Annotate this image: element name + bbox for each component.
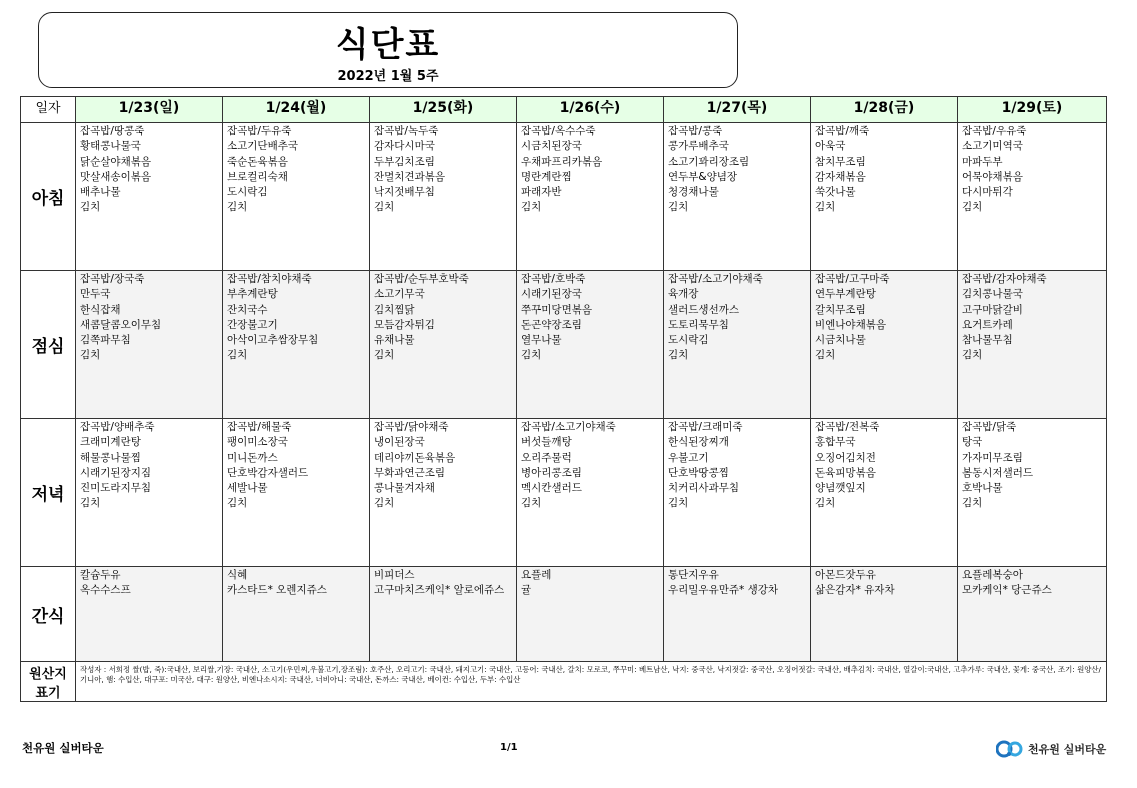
menu-cell — [370, 419, 517, 567]
menu-item: 황태콩나물국 — [80, 140, 141, 153]
snack-cell — [958, 567, 1107, 662]
logo-icon — [996, 738, 1026, 760]
menu-item: 콩나물겨자채 — [374, 482, 435, 495]
menu-item: 팽이미소장국 — [227, 436, 288, 449]
menu-item: 단호박감자샐러드 — [227, 466, 309, 479]
menu-item: 브로컬리숙채 — [227, 170, 288, 183]
menu-item: 소고기무국 — [374, 288, 425, 301]
menu-item: 우채파프리카볶음 — [521, 155, 603, 168]
menu-item: 김치 — [80, 349, 101, 362]
menu-item: 양념깻잎지 — [815, 482, 866, 495]
day-header: 1/29(토) — [958, 97, 1107, 123]
menu-item: 잡곡밥/양배추죽 — [80, 421, 155, 433]
snack-item: 우리밀우유만쥬* 생강차 — [668, 584, 779, 597]
menu-item: 시금치된장국 — [521, 140, 582, 153]
footer-org-name: 천유원 실버타운 — [22, 741, 104, 755]
day-header: 1/24(월) — [223, 97, 370, 123]
menu-item: 김치 — [374, 497, 395, 510]
menu-item: 참치무조림 — [815, 155, 866, 168]
menu-item: 잡곡밥/호박죽 — [521, 273, 586, 285]
menu-item: 김치 — [668, 201, 689, 214]
snack-item: 카스타드* 오렌지쥬스 — [227, 584, 327, 597]
menu-item: 쑥갓나물 — [815, 186, 856, 199]
menu-item: 잡곡밥/장국죽 — [80, 273, 145, 285]
meal-label-lunch: 점심 — [21, 271, 76, 419]
menu-item: 김치 — [521, 201, 542, 214]
menu-item: 김치 — [521, 497, 542, 510]
menu-item: 청경채나물 — [668, 186, 719, 199]
day-header: 1/23(일) — [76, 97, 223, 123]
menu-item: 파래자반 — [521, 186, 562, 199]
menu-cell — [370, 123, 517, 271]
menu-item: 낙지젓배무침 — [374, 186, 435, 199]
page-subtitle: 2022년 1월 5주 — [337, 69, 439, 84]
menu-item: 어묵야채볶음 — [962, 170, 1023, 183]
menu-item: 김치 — [815, 349, 836, 362]
origin-text: 작성자 : 서희정 쌀(밥, 죽):국내산, 보리쌀,기장: 국내산, 소고기(우민찌,우불고기,장조림): 호주산, 오리고기: 국내산, 돼지고기: 국내산, 고등어: 국내산, 갈치: 모로코, 쭈꾸미: 베트남산, 낙지: 중국산, 낙지젓갈: 중국산, 오징어젓갈: 국내산, 배추김치: 국내산, 열갈이:국내산, 고추가루: 국내산, 꽃게: 중국산, 조기: 원양산/기니아, 햄: 수입산, 대구포: 미국산, 대구: 원양산, 비엔나소시지: 국내산, 너비아니: 국내산, 돈까스: 국내산, 베이컨: 수입산, 두부: 수입산 — [76, 662, 1107, 702]
menu-item: 김치 — [374, 201, 395, 214]
menu-item: 잡곡밥/크래미죽 — [668, 421, 743, 433]
menu-item: 육개장 — [668, 288, 699, 301]
menu-item: 샐러드생선까스 — [668, 303, 740, 316]
meal-label-snack: 간식 — [21, 567, 76, 662]
menu-item: 잡곡밥/고구마죽 — [815, 273, 890, 285]
page-title: 식단표 — [335, 25, 441, 65]
menu-cell — [811, 123, 958, 271]
menu-item: 시래기된장국 — [521, 288, 582, 301]
menu-item: 소고기단배추국 — [227, 140, 299, 153]
snack-cell — [517, 567, 664, 662]
header-row — [21, 97, 1107, 123]
menu-item: 시금치나물 — [815, 334, 866, 347]
menu-item: 감자다시마국 — [374, 140, 435, 153]
menu-item: 김치 — [521, 349, 542, 362]
menu-item: 김치콩나물국 — [962, 288, 1023, 301]
menu-cell — [664, 419, 811, 567]
menu-item: 마파두부 — [962, 155, 1003, 168]
menu-item: 잡곡밥/콩죽 — [668, 125, 723, 137]
menu-item: 해물콩나물찜 — [80, 451, 141, 464]
menu-item: 크래미계란탕 — [80, 436, 141, 449]
menu-item: 봄동시저샐러드 — [962, 466, 1034, 479]
menu-item: 잡곡밥/닭야채죽 — [374, 421, 449, 433]
menu-item: 김치 — [227, 497, 248, 510]
menu-cell — [223, 419, 370, 567]
menu-cell — [76, 123, 223, 271]
menu-item: 병아리콩조림 — [521, 466, 582, 479]
meal-label-breakfast: 아침 — [21, 123, 76, 271]
menu-item: 연두부계란탕 — [815, 288, 876, 301]
menu-item: 모듬감자튀김 — [374, 318, 435, 331]
menu-item: 죽순돈육볶음 — [227, 155, 288, 168]
menu-cell — [664, 271, 811, 419]
menu-item: 세발나물 — [227, 482, 268, 495]
menu-item: 호박나물 — [962, 482, 1003, 495]
snack-item: 고구마치즈케익* 알로에쥬스 — [374, 584, 505, 597]
menu-item: 연두부&양념장 — [668, 170, 738, 183]
menu-item: 아욱국 — [815, 140, 846, 153]
snack-item: 삶은감자* 유자차 — [815, 584, 895, 597]
menu-item: 김치 — [962, 497, 983, 510]
logo-text: 천유원 실버타운 — [1028, 743, 1107, 756]
menu-item: 잔멸치견과볶음 — [374, 170, 446, 183]
menu-item: 김치 — [962, 349, 983, 362]
menu-item: 아삭이고추쌈장무침 — [227, 334, 319, 347]
menu-item: 우불고기 — [668, 451, 709, 464]
menu-item: 잡곡밥/닭죽 — [962, 421, 1017, 433]
menu-item: 배추나물 — [80, 186, 121, 199]
title-box — [38, 12, 738, 88]
menu-item: 잡곡밥/소고기야채죽 — [668, 273, 763, 285]
menu-item: 도시락김 — [668, 334, 709, 347]
menu-item: 열무나물 — [521, 334, 562, 347]
menu-item: 오리주물럭 — [521, 451, 572, 464]
menu-item: 잡곡밥/우유죽 — [962, 125, 1027, 137]
breakfast-row — [21, 123, 1107, 271]
menu-cell — [664, 123, 811, 271]
menu-item: 멕시칸샐러드 — [521, 482, 582, 495]
origin-row — [21, 662, 1107, 702]
menu-item: 잡곡밥/깨죽 — [815, 125, 870, 137]
menu-cell — [76, 271, 223, 419]
menu-item: 데리야끼돈육볶음 — [374, 451, 456, 464]
menu-item: 만두국 — [80, 288, 111, 301]
menu-item: 김치 — [374, 349, 395, 362]
snack-item: 비피더스 — [374, 569, 415, 581]
menu-item: 진미도라지무침 — [80, 482, 152, 495]
menu-item: 두부김치조림 — [374, 155, 435, 168]
menu-item: 김치 — [668, 497, 689, 510]
menu-item: 김치 — [962, 201, 983, 214]
menu-item: 맛살새송이볶음 — [80, 170, 152, 183]
menu-item: 잡곡밥/녹두죽 — [374, 125, 439, 137]
menu-item: 한식된장찌개 — [668, 436, 729, 449]
menu-item: 김쪽파무침 — [80, 334, 131, 347]
menu-item: 잡곡밥/옥수수죽 — [521, 125, 596, 137]
origin-label: 원산지 표기 — [21, 662, 76, 702]
menu-item: 비엔나야채볶음 — [815, 318, 887, 331]
menu-item: 김치찜닭 — [374, 303, 415, 316]
menu-item: 치커리사과무침 — [668, 482, 740, 495]
menu-item: 잡곡밥/땅콩죽 — [80, 125, 145, 137]
menu-item: 탕국 — [962, 436, 983, 449]
day-header: 1/25(화) — [370, 97, 517, 123]
menu-item: 잡곡밥/전복죽 — [815, 421, 880, 433]
snack-item: 귤 — [521, 584, 532, 597]
footer-logo — [996, 738, 1106, 760]
menu-item: 요거트카레 — [962, 318, 1013, 331]
menu-item: 잡곡밥/참치야채죽 — [227, 273, 312, 285]
meal-label-dinner: 저녁 — [21, 419, 76, 567]
menu-item: 다시마튀각 — [962, 186, 1013, 199]
menu-cell — [517, 419, 664, 567]
snack-cell — [223, 567, 370, 662]
menu-table — [20, 96, 1107, 702]
menu-cell — [223, 271, 370, 419]
snack-item: 요플레복숭아 — [962, 569, 1023, 581]
menu-item: 고구마닭갈비 — [962, 303, 1023, 316]
page-number: 1/1 — [500, 742, 518, 753]
menu-item: 홍합무국 — [815, 436, 856, 449]
menu-item: 간장불고기 — [227, 318, 278, 331]
menu-item: 부추계란탕 — [227, 288, 278, 301]
menu-item: 미니돈까스 — [227, 451, 278, 464]
dinner-row — [21, 419, 1107, 567]
day-header: 1/28(금) — [811, 97, 958, 123]
menu-cell — [958, 271, 1107, 419]
date-label: 일자 — [21, 97, 76, 123]
menu-item: 돈곤약장조림 — [521, 318, 582, 331]
snack-item: 통단지우유 — [668, 569, 719, 581]
menu-item: 가자미무조림 — [962, 451, 1023, 464]
menu-item: 명란계란찜 — [521, 170, 572, 183]
menu-cell — [370, 271, 517, 419]
menu-item: 잔치국수 — [227, 303, 268, 316]
snack-cell — [370, 567, 517, 662]
menu-item: 쭈꾸미당면볶음 — [521, 303, 593, 316]
menu-item: 무화과연근조림 — [374, 466, 446, 479]
menu-item: 잡곡밥/소고기야채죽 — [521, 421, 616, 433]
menu-item: 시래기된장지짐 — [80, 466, 152, 479]
menu-cell — [958, 123, 1107, 271]
menu-item: 새콤달콤오이무침 — [80, 318, 162, 331]
snack-cell — [76, 567, 223, 662]
menu-item: 김치 — [227, 201, 248, 214]
menu-item: 유채나물 — [374, 334, 415, 347]
menu-item: 소고기꽈리장조림 — [668, 155, 750, 168]
menu-cell — [811, 419, 958, 567]
menu-cell — [517, 123, 664, 271]
menu-item: 김치 — [227, 349, 248, 362]
snack-item: 칼슘두유 — [80, 569, 121, 581]
menu-item: 김치 — [815, 201, 836, 214]
menu-cell — [223, 123, 370, 271]
menu-item: 김치 — [80, 497, 101, 510]
menu-item: 갈치무조림 — [815, 303, 866, 316]
menu-item: 콩가루배추국 — [668, 140, 729, 153]
snack-cell — [811, 567, 958, 662]
menu-item: 도토리묵무침 — [668, 318, 729, 331]
menu-item: 오징어김치전 — [815, 451, 876, 464]
snack-row — [21, 567, 1107, 662]
menu-cell — [958, 419, 1107, 567]
menu-item: 도시락김 — [227, 186, 268, 199]
menu-item: 냉이된장국 — [374, 436, 425, 449]
snack-item: 아몬드잣두유 — [815, 569, 876, 581]
snack-cell — [664, 567, 811, 662]
menu-item: 닭순살야채볶음 — [80, 155, 152, 168]
menu-item: 잡곡밥/두유죽 — [227, 125, 292, 137]
menu-item: 김치 — [668, 349, 689, 362]
day-header: 1/26(수) — [517, 97, 664, 123]
menu-cell — [811, 271, 958, 419]
menu-item: 잡곡밥/해물죽 — [227, 421, 292, 433]
menu-item: 참나물무침 — [962, 334, 1013, 347]
day-header: 1/27(목) — [664, 97, 811, 123]
menu-item: 잡곡밥/순두부호박죽 — [374, 273, 469, 285]
menu-item: 돈육피망볶음 — [815, 466, 876, 479]
menu-item: 김치 — [815, 497, 836, 510]
menu-item: 잡곡밥/감자야채죽 — [962, 273, 1047, 285]
menu-item: 김치 — [80, 201, 101, 214]
menu-item: 단호박땅콩찜 — [668, 466, 729, 479]
snack-item: 옥수수스프 — [80, 584, 131, 597]
snack-item: 요플레 — [521, 569, 552, 581]
snack-item: 모카케익* 당근쥬스 — [962, 584, 1052, 597]
menu-item: 버섯들깨탕 — [521, 436, 572, 449]
menu-item: 소고기미역국 — [962, 140, 1023, 153]
menu-cell — [76, 419, 223, 567]
snack-item: 식혜 — [227, 569, 248, 581]
menu-item: 한식잡채 — [80, 303, 121, 316]
menu-item: 감자채볶음 — [815, 170, 866, 183]
menu-cell — [517, 271, 664, 419]
lunch-row — [21, 271, 1107, 419]
